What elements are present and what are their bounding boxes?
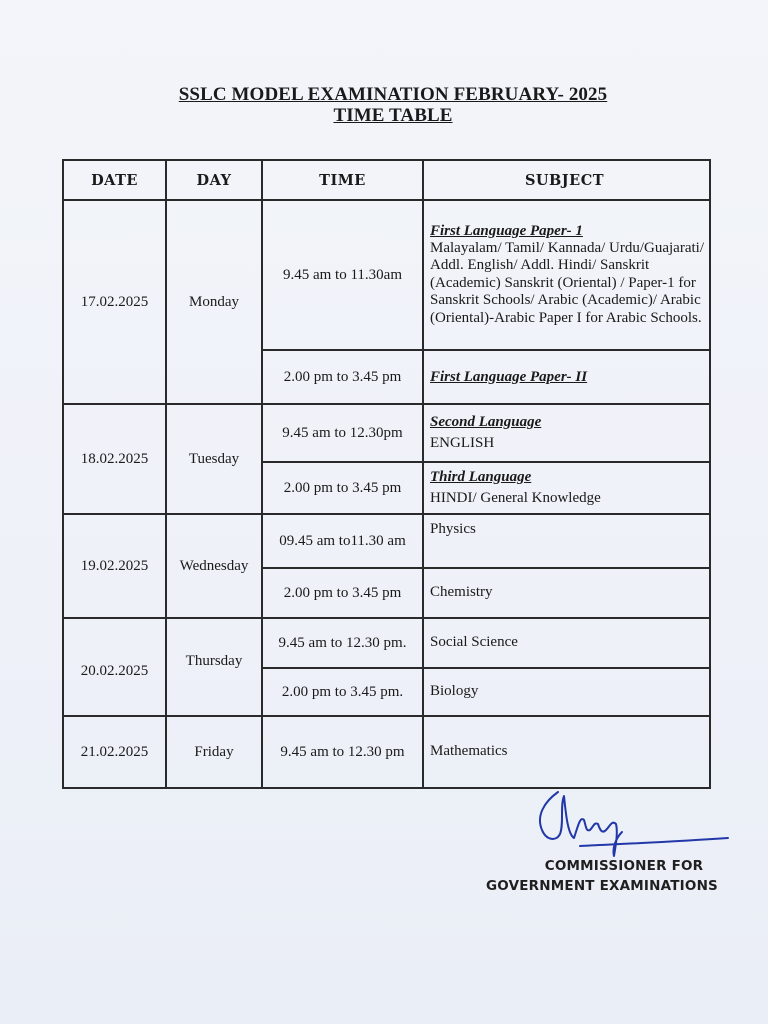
subject-cell (423, 618, 710, 668)
signature-icon (530, 786, 730, 866)
day-cell: Friday (166, 716, 262, 788)
date-cell: 18.02.2025 (63, 404, 166, 514)
subject-heading: First Language Paper- 1 (430, 222, 583, 239)
subject-text: Malayalam/ Tamil/ Kannada/ Urdu/Guajarati/ Addl. English/ Addl. Hindi/ Sanskrit (Academic) Sanskrit (Oriental) / Paper-1 for Sanskrit Schools/ Arabic (Academic)/ Arabic (Oriental)-Arabic Paper I for Arabic Schools. (430, 239, 704, 326)
date-cell: 17.02.2025 (63, 200, 166, 404)
signature-block (430, 780, 730, 900)
subject-cell (423, 514, 710, 568)
header-date: DATE (63, 160, 166, 200)
time-cell: 2.00 pm to 3.45 pm (262, 350, 423, 404)
time-cell: 09.45 am to11.30 am (262, 514, 423, 568)
subject-text: ENGLISH (430, 434, 495, 451)
subject-cell (423, 668, 710, 716)
date-cell: 19.02.2025 (63, 514, 166, 618)
subject-cell (423, 716, 710, 788)
subject-cell (423, 350, 710, 404)
subject-heading: Second Language (430, 413, 542, 430)
header-subject: SUBJECT (423, 160, 710, 200)
document-subtitle: TIME TABLE (333, 105, 453, 126)
subject-text: Mathematics (430, 743, 508, 760)
table-row (63, 404, 710, 462)
subject-heading: Third Language (430, 468, 532, 485)
time-cell: 9.45 am to 12.30pm (262, 404, 423, 462)
time-cell: 2.00 pm to 3.45 pm (262, 462, 423, 514)
time-cell: 9.45 am to 12.30 pm. (262, 618, 423, 668)
subject-text: Social Science (430, 634, 518, 651)
day-cell: Wednesday (166, 514, 262, 618)
subject-text: Chemistry (430, 584, 493, 601)
day-cell: Tuesday (166, 404, 262, 514)
header-time: TIME (262, 160, 423, 200)
date-cell: 20.02.2025 (63, 618, 166, 716)
subject-text: HINDI/ General Knowledge (430, 489, 601, 506)
table-row (63, 716, 710, 788)
subject-cell (423, 200, 710, 350)
subject-text: Physics (430, 521, 476, 537)
time-cell: 9.45 am to 12.30 pm (262, 716, 423, 788)
subject-cell (423, 404, 710, 462)
time-cell: 9.45 am to 11.30am (262, 200, 423, 350)
subject-cell (423, 462, 710, 514)
signatory-title-line1: COMMISSIONER FOR (544, 858, 704, 874)
subject-heading: First Language Paper- II (430, 368, 588, 385)
time-table (62, 159, 711, 789)
table-row (63, 514, 710, 568)
header-day: DAY (166, 160, 262, 200)
subject-cell (423, 568, 710, 618)
time-cell: 2.00 pm to 3.45 pm. (262, 668, 423, 716)
day-cell: Thursday (166, 618, 262, 716)
table-header-row (63, 160, 710, 200)
date-cell: 21.02.2025 (63, 716, 166, 788)
table-row (63, 200, 710, 350)
subject-text: Biology (430, 683, 479, 700)
time-cell: 2.00 pm to 3.45 pm (262, 568, 423, 618)
document-title: SSLC MODEL EXAMINATION FEBRUARY- 2025 (178, 84, 608, 105)
table-row (63, 618, 710, 668)
day-cell: Monday (166, 200, 262, 404)
signatory-title-line2: GOVERNMENT EXAMINATIONS (486, 878, 718, 894)
